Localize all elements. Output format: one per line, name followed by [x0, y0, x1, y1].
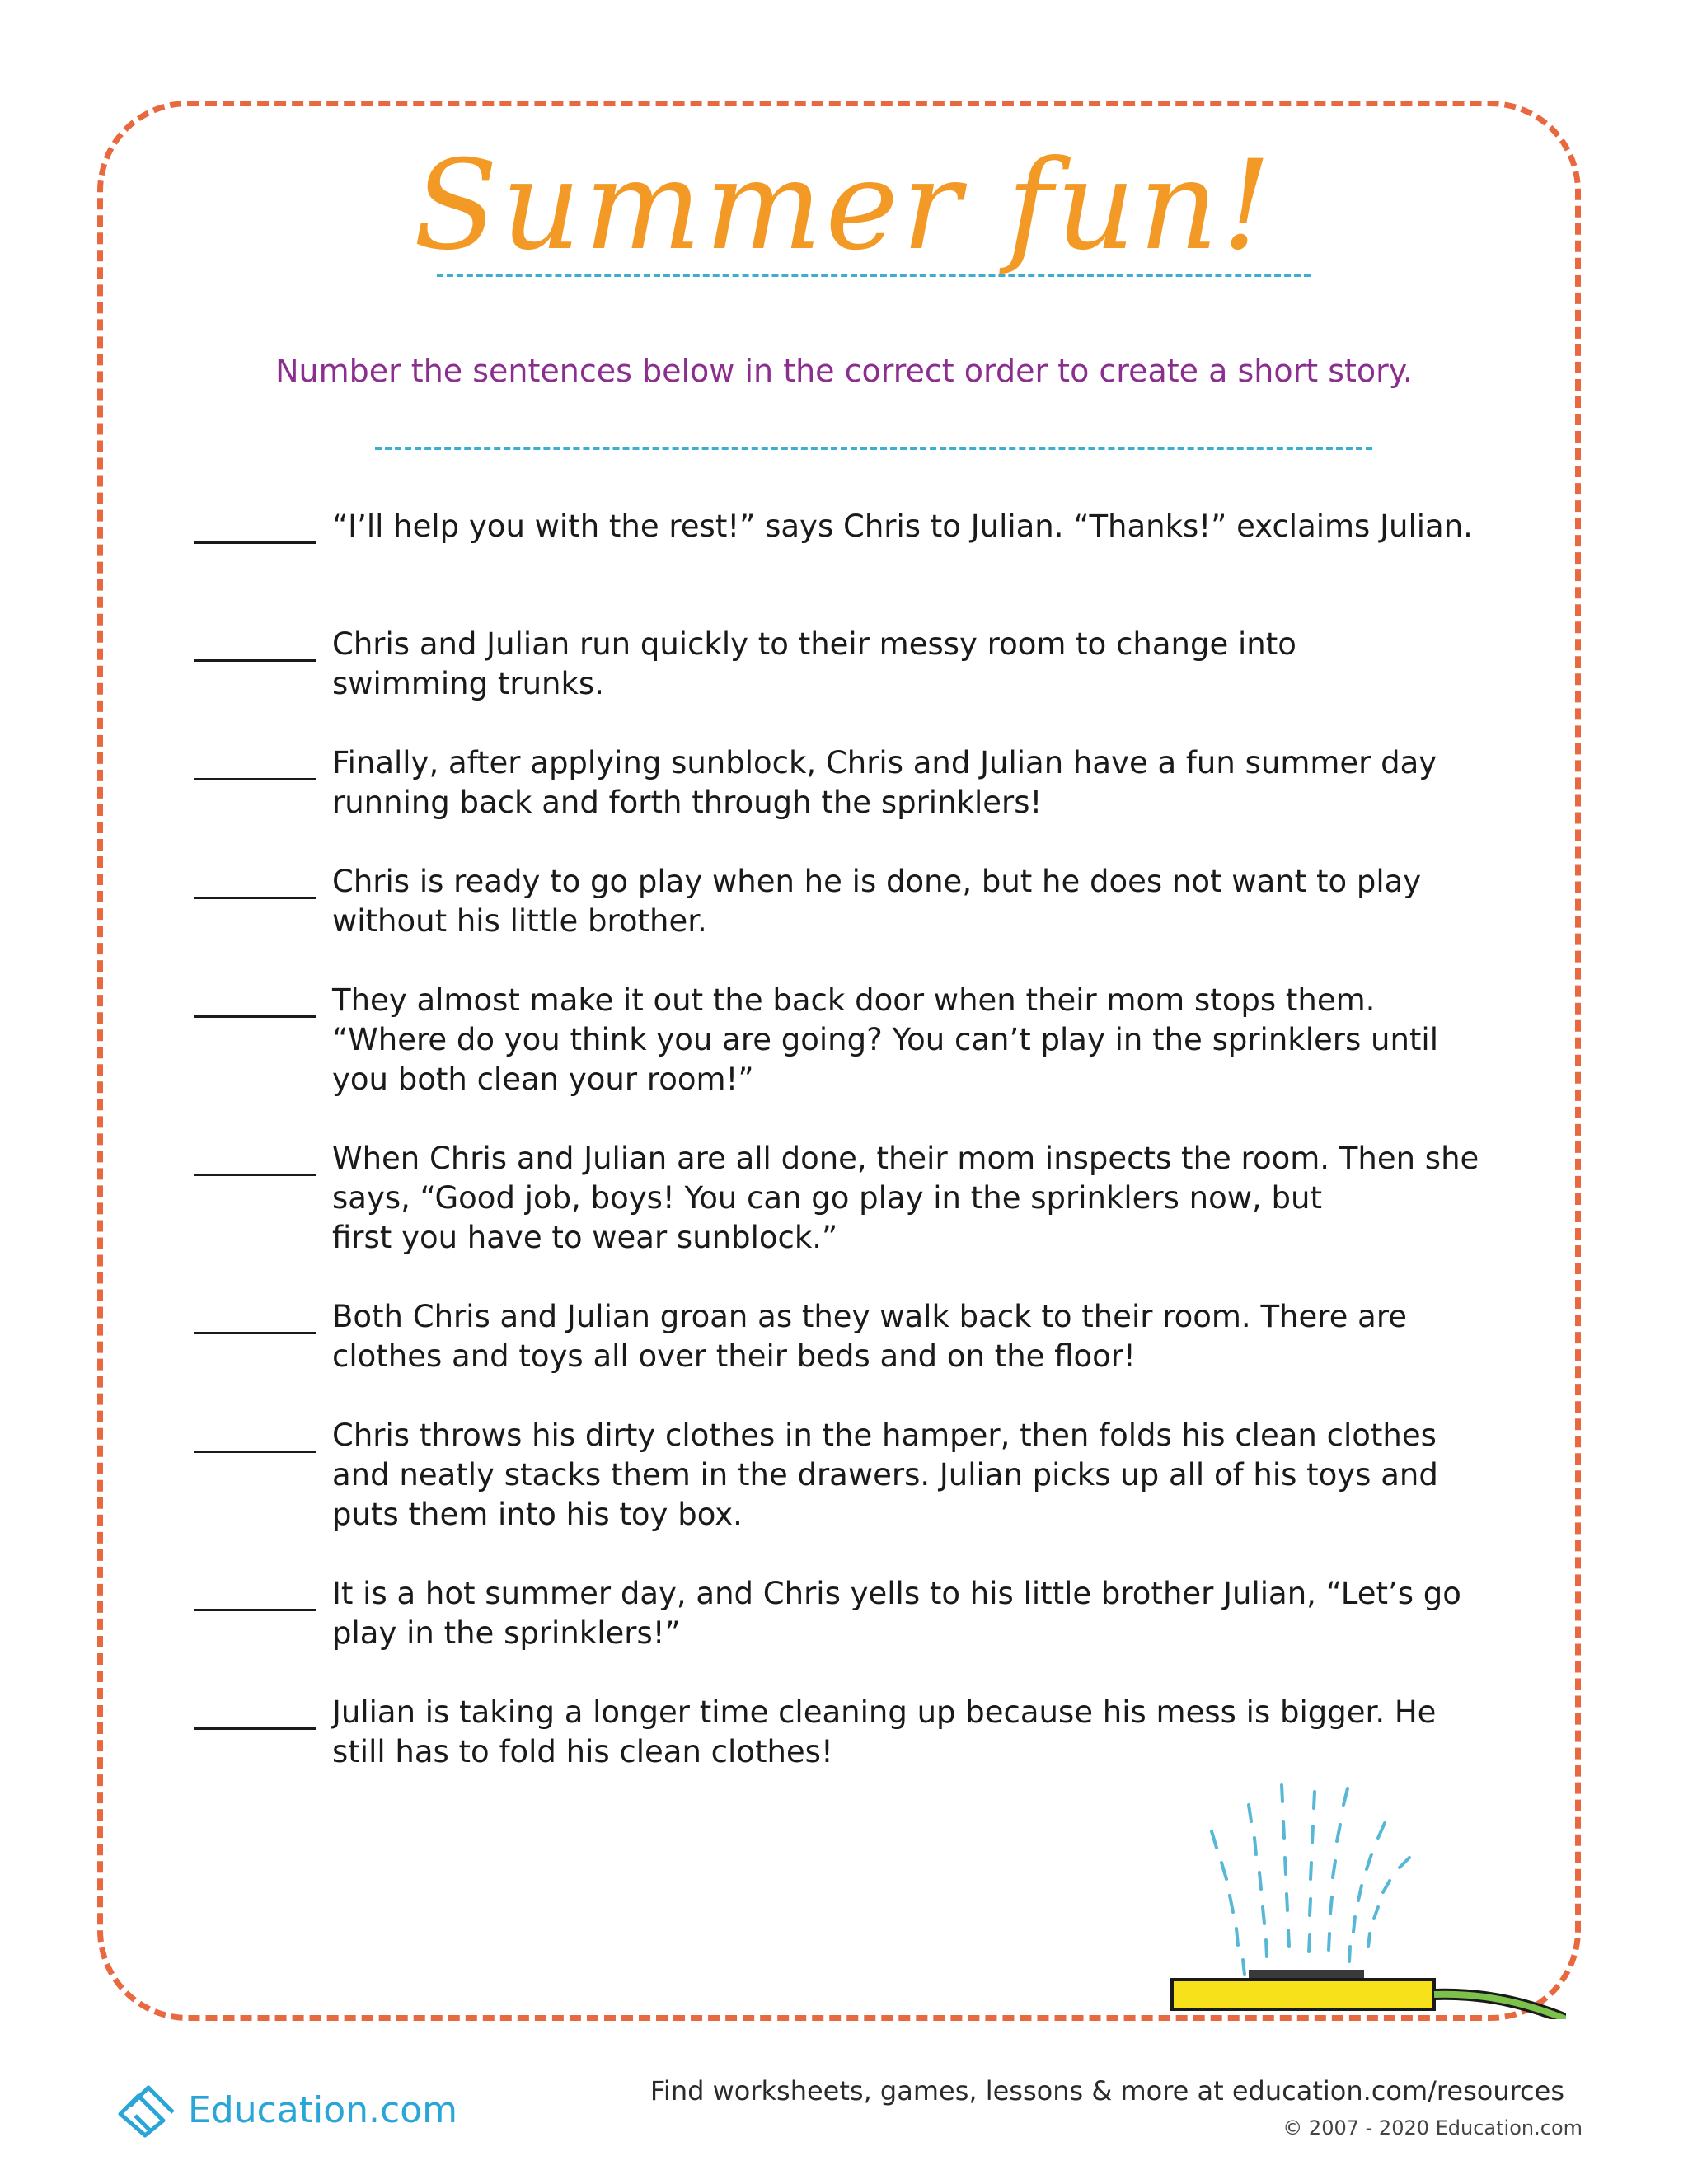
sentence-text: Chris and Julian run quickly to their messy room to change into swimming trunks.: [332, 626, 1296, 701]
answer-blank[interactable]: [194, 625, 316, 662]
list-item: [194, 1574, 1529, 1653]
answer-blank[interactable]: [194, 1297, 316, 1334]
answer-blank[interactable]: [194, 1574, 316, 1611]
answer-blank[interactable]: [194, 743, 316, 780]
sprinkler-illustration: [1137, 1772, 1566, 2019]
sentence-text: When Chris and Julian are all done, their mom inspects the room. Then she says, “Good job, boys! You can go play in the sprinklers now, but first you have to wear sunblock.”: [332, 1141, 1479, 1255]
list-item: [194, 1693, 1529, 1772]
sentence-text: Julian is taking a longer time cleaning up because his mess is bigger. He still has to fold his clean clothes!: [332, 1694, 1437, 1769]
answer-blank[interactable]: [194, 1693, 316, 1730]
title-underline: [437, 274, 1311, 277]
footer-logo[interactable]: [115, 2081, 457, 2139]
list-item: [194, 981, 1529, 1099]
instructions: Number the sentences below in the correct order to create a short story.: [275, 353, 1413, 389]
answer-blank[interactable]: [194, 1139, 316, 1176]
answer-blank[interactable]: [194, 507, 316, 544]
sentence-text: Finally, after applying sunblock, Chris and Julian have a fun summer day running back and forth through the sprinklers!: [332, 745, 1437, 820]
list-item: [194, 507, 1529, 546]
list-item: [194, 743, 1529, 823]
answer-blank[interactable]: [194, 1416, 316, 1453]
instruction-underline: [375, 447, 1372, 450]
list-item: [194, 1416, 1529, 1535]
list-item: [194, 1139, 1529, 1258]
list-item: [194, 862, 1529, 941]
footer-copyright: © 2007 - 2020 Education.com: [1282, 2116, 1582, 2139]
sentence-text: Both Chris and Julian groan as they walk back to their room. There are clothes and toys all over their beds and on the floor!: [332, 1299, 1408, 1374]
sentence-text: They almost make it out the back door when their mom stops them. “Where do you think you are going? You can’t play in the sprinklers until you both clean your room!”: [332, 982, 1438, 1097]
page-title: Summer fun!: [413, 134, 1275, 278]
sentence-text: Chris throws his dirty clothes in the hamper, then folds his clean clothes and neatly stacks them in the drawers. Julian picks up all of his toys and puts them into his toy box.: [332, 1418, 1438, 1532]
answer-blank[interactable]: [194, 981, 316, 1018]
sentence-text: “I’ll help you with the rest!” says Chris to Julian. “Thanks!” exclaims Julian.: [332, 509, 1473, 544]
education-logo-icon: [115, 2081, 178, 2139]
list-item: [194, 1297, 1529, 1376]
sentence-text: Chris is ready to go play when he is done, but he does not want to play without his little brother.: [332, 864, 1422, 939]
brand-name: Education.com: [188, 2088, 458, 2131]
footer-tagline[interactable]: Find worksheets, games, lessons & more at education.com/resources: [649, 2075, 1564, 2107]
sentence-text: It is a hot summer day, and Chris yells to his little brother Julian, “Let’s go play in the sprinklers!”: [332, 1576, 1461, 1651]
list-item: [194, 625, 1529, 704]
answer-blank[interactable]: [194, 862, 316, 899]
sentence-list: [194, 507, 1529, 1811]
